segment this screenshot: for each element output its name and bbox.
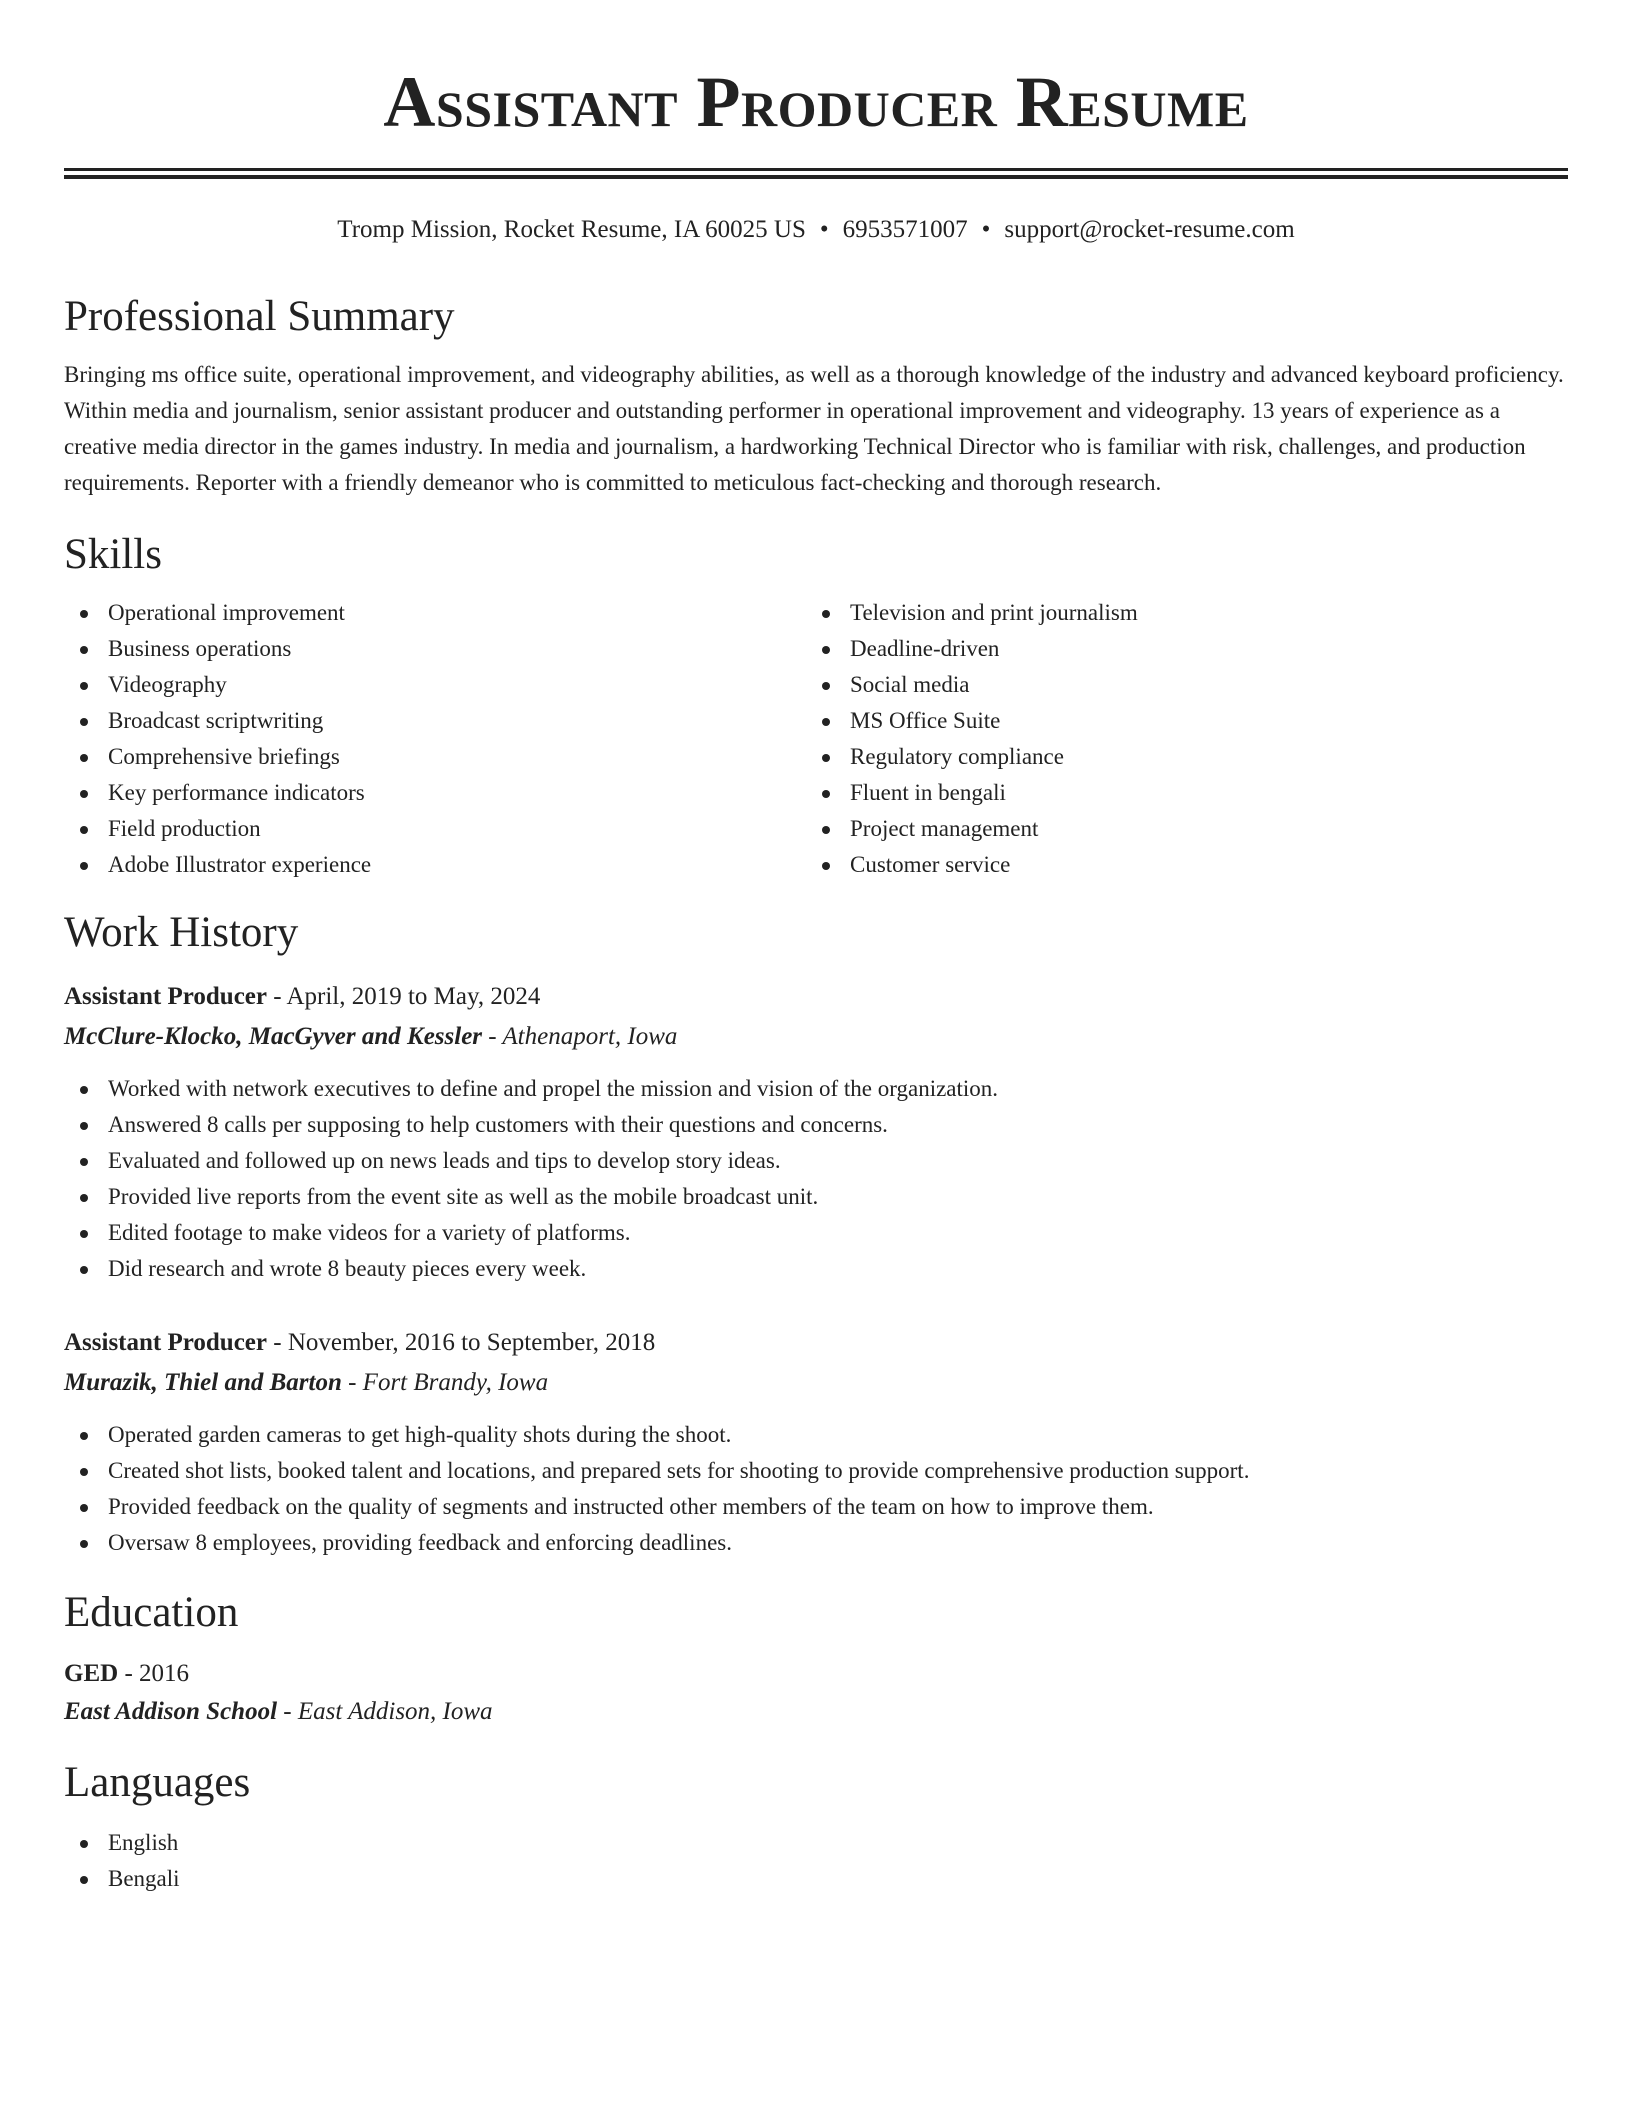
job-title: Assistant Producer — [64, 1329, 268, 1356]
company-location: - Athenaport, Iowa — [482, 1023, 678, 1050]
skill-item: Project management — [806, 811, 1548, 847]
languages-heading: Languages — [64, 1759, 251, 1806]
job-duty-item: Edited footage to make videos for a variety of platforms. — [64, 1215, 1568, 1251]
language-item: Bengali — [64, 1861, 1568, 1897]
school-location: - East Addison, Iowa — [277, 1698, 493, 1725]
job-duty-item: Did research and wrote 8 beauty pieces every week. — [64, 1251, 1568, 1287]
degree-line — [64, 1655, 1568, 1693]
job-entry — [64, 977, 1568, 1287]
job-title: Assistant Producer — [64, 983, 268, 1010]
job-duty-item: Provided feedback on the quality of segments and instructed other members of the team on how to improve them. — [64, 1489, 1568, 1525]
skill-item: Customer service — [806, 847, 1548, 883]
resume-page — [64, 0, 1568, 1897]
education-heading: Education — [64, 1589, 239, 1636]
summary-text: Bringing ms office suite, operational improvement, and videography abilities, as well as a thorough knowledge of the industry and advanced keyboard proficiency. Within media and journalism, senior assistant producer and outstanding performer in operational improvement and videography. 13 years of experience as a creative media director in the games industry. In media and journalism, a hardworking Technical Director who is familiar with risk, challenges, and production requirements. Reporter with a friendly demeanor who is committed to meticulous fact-checking and thorough research. — [64, 362, 1564, 495]
contact-address: Tromp Mission, Rocket Resume, IA 60025 US — [337, 216, 806, 243]
degree-name: GED — [64, 1660, 119, 1687]
company-line — [64, 1363, 1568, 1403]
contact-phone: 6953571007 — [842, 216, 968, 243]
company-line — [64, 1017, 1568, 1057]
languages-list — [64, 1825, 1568, 1897]
school-line — [64, 1693, 1568, 1731]
job-duty-item: Evaluated and followed up on news leads and tips to develop story ideas. — [64, 1143, 1568, 1179]
job-duty-item: Provided live reports from the event site as well as the mobile broadcast unit. — [64, 1179, 1568, 1215]
job-duties-list — [64, 1071, 1568, 1287]
job-duty-item: Created shot lists, booked talent and locations, and prepared sets for shooting to provide comprehensive production support. — [64, 1453, 1568, 1489]
job-duty-item: Oversaw 8 employees, providing feedback and enforcing deadlines. — [64, 1525, 1568, 1561]
skill-item: Operational improvement — [64, 595, 806, 631]
skills-list-right — [806, 595, 1548, 883]
summary-heading: Professional Summary — [64, 293, 455, 340]
skill-item: Deadline-driven — [806, 631, 1548, 667]
job-title-line — [64, 1323, 1568, 1363]
job-duty-item: Operated garden cameras to get high-quality shots during the shoot. — [64, 1417, 1568, 1453]
contact-separator: • — [981, 216, 991, 243]
contact-email: support@rocket-resume.com — [1004, 216, 1295, 243]
job-duty-item: Answered 8 calls per supposing to help customers with their questions and concerns. — [64, 1107, 1568, 1143]
school-name: East Addison School — [64, 1698, 278, 1725]
job-title-line — [64, 977, 1568, 1017]
resume-title: Assistant Producer Resume — [383, 62, 1249, 142]
job-entry — [64, 1323, 1568, 1561]
skill-item: MS Office Suite — [806, 703, 1548, 739]
skills-column-right — [806, 595, 1548, 883]
skill-item: Broadcast scriptwriting — [64, 703, 806, 739]
company-location: - Fort Brandy, Iowa — [341, 1369, 549, 1396]
work-history-heading: Work History — [64, 909, 299, 956]
skill-item: Social media — [806, 667, 1548, 703]
skill-item: Adobe Illustrator experience — [64, 847, 806, 883]
skill-item: Regulatory compliance — [806, 739, 1548, 775]
job-dates: - November, 2016 to September, 2018 — [267, 1329, 656, 1356]
job-duty-item: Worked with network executives to define and propel the mission and vision of the organization. — [64, 1071, 1568, 1107]
job-duties-list — [64, 1417, 1568, 1561]
skill-item: Videography — [64, 667, 806, 703]
company-name: McClure-Klocko, MacGyver and Kessler — [64, 1023, 483, 1050]
skill-item: Fluent in bengali — [806, 775, 1548, 811]
education-entry — [64, 1655, 1568, 1731]
contact-separator: • — [819, 216, 829, 243]
degree-year: - 2016 — [118, 1660, 190, 1687]
skill-item: Television and print journalism — [806, 595, 1548, 631]
title-divider — [64, 168, 1568, 179]
skill-item: Field production — [64, 811, 806, 847]
job-dates: - April, 2019 to May, 2024 — [267, 983, 541, 1010]
skills-heading: Skills — [64, 531, 162, 578]
skills-columns — [64, 595, 1568, 883]
skill-item: Business operations — [64, 631, 806, 667]
skills-column-left — [64, 595, 806, 883]
language-item: English — [64, 1825, 1568, 1861]
skills-list-left — [64, 595, 806, 883]
skill-item: Key performance indicators — [64, 775, 806, 811]
company-name: Murazik, Thiel and Barton — [64, 1369, 342, 1396]
skill-item: Comprehensive briefings — [64, 739, 806, 775]
contact-line — [64, 213, 1568, 247]
